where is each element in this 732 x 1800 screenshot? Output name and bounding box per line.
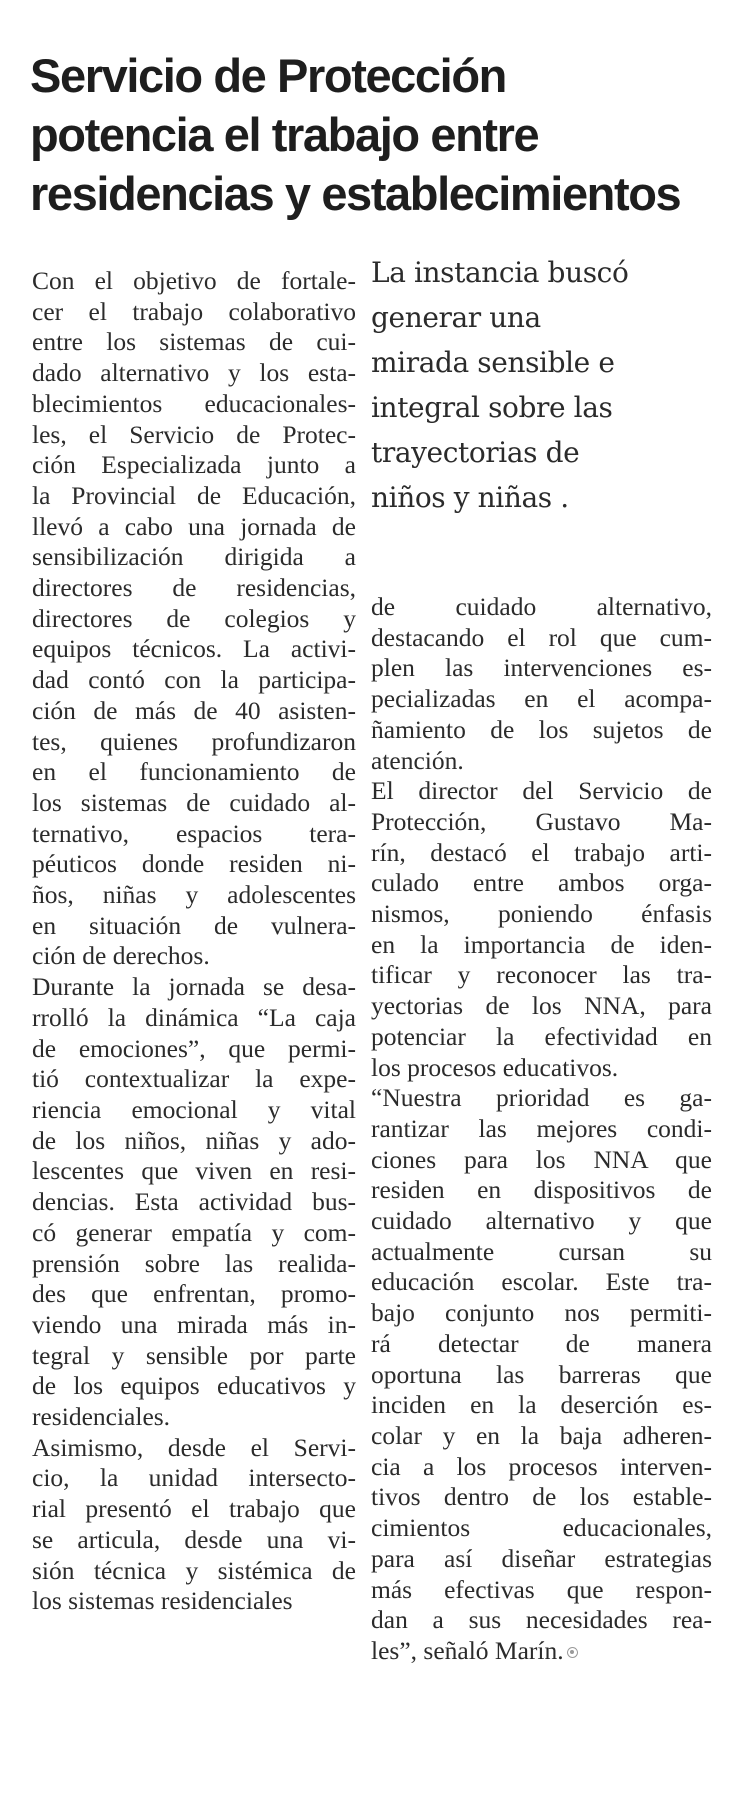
body-text-line: destacando el rol que cum- — [371, 622, 712, 652]
body-text-line: prensión sobre las realida- — [32, 1248, 356, 1278]
body-text-line: la Provincial de Educación, — [32, 480, 356, 510]
body-text-line: entre los sistemas de cui- — [32, 327, 356, 357]
body-text-line: de cuidado alternativo, — [371, 592, 712, 621]
body-text-line: blecimientos educacionales- — [32, 388, 356, 418]
body-text-line: cuidado alternativo y que — [371, 1206, 712, 1236]
body-text-line: Con el objetivo de fortale- — [32, 266, 356, 295]
body-text-line: les, el Servicio de Protec- — [32, 419, 356, 449]
body-text-line: rial presentó el trabajo que — [32, 1494, 356, 1524]
headline-line: residencias y establecimientos — [30, 167, 681, 220]
body-text-line: sensibilización dirigida a — [32, 542, 356, 572]
body-text-line: dado alternativo y los esta- — [32, 358, 356, 388]
body-text-line: en el funcionamiento de — [32, 757, 356, 787]
body-text-line: se articula, desde una vi- — [32, 1524, 356, 1554]
body-text-line: equipos técnicos. La activi- — [32, 634, 356, 664]
headline-line: potencia el trabajo entre — [30, 108, 539, 161]
body-text-line: tió contextualizar la expe- — [32, 1064, 356, 1094]
body-text-line: culado entre ambos orga- — [371, 868, 712, 898]
body-text-line: potenciar la efectividad en — [371, 1021, 712, 1051]
headline — [30, 46, 720, 223]
body-text-line: tificar y reconocer las tra- — [371, 960, 712, 990]
body-text-line: cer el trabajo colaborativo — [32, 296, 356, 326]
headline-line: Servicio de Protección — [30, 49, 506, 102]
pull-quote — [371, 250, 701, 520]
body-text-line: ción Especializada junto a — [32, 450, 356, 480]
body-text-line: bajo conjunto nos permiti- — [371, 1298, 712, 1328]
body-text-line: para así diseñar estrategias — [371, 1543, 712, 1573]
pull-quote-line: La instancia buscó — [371, 256, 629, 289]
body-text-line: pecializadas en el acompa- — [371, 684, 712, 714]
body-text-line: Durante la jornada se desa- — [32, 972, 356, 1002]
body-text-line: residenciales. — [32, 1402, 171, 1432]
body-text-line: des que enfrentan, promo- — [32, 1279, 356, 1309]
body-text-line: los sistemas de cuidado al- — [32, 787, 356, 817]
body-text-line: tegral y sensible por parte — [32, 1340, 356, 1370]
body-text-line: Asimismo, desde el Servi- — [32, 1432, 356, 1462]
pull-quote-line: niños y niñas . — [371, 481, 569, 514]
body-text-line: rrolló la dinámica “La caja — [32, 1002, 356, 1032]
end-of-article-icon — [567, 1647, 578, 1658]
body-text-line: llevó a cabo una jornada de — [32, 511, 356, 541]
body-text-line: dad contó con la participa- — [32, 665, 356, 695]
body-text-line: actualmente cursan su — [371, 1236, 712, 1266]
body-text-line: dencias. Esta actividad bus- — [32, 1187, 356, 1217]
body-text-line: riencia emocional y vital — [32, 1094, 356, 1124]
body-text-line: ñamiento de los sujetos de — [371, 714, 712, 744]
body-text-line: viendo una mirada más in- — [32, 1309, 356, 1339]
body-text-line: cio, la unidad intersecto- — [32, 1463, 356, 1493]
body-column-left — [32, 266, 356, 1617]
body-text-line: de los niños, niñas y ado- — [32, 1125, 356, 1155]
body-text-line: atención. — [371, 745, 464, 775]
body-text-line: tes, quienes profundizaron — [32, 726, 356, 756]
body-text-line: sión técnica y sistémica de — [32, 1555, 356, 1585]
body-text-line: directores de colegios y — [32, 603, 356, 633]
body-text-line: El director del Servicio de — [371, 776, 712, 806]
body-text-line: ción de derechos. — [32, 941, 210, 971]
pull-quote-line: mirada sensible e — [371, 346, 615, 379]
body-text-line: tivos dentro de los estable- — [371, 1482, 712, 1512]
body-text-line: Protección, Gustavo Ma- — [371, 806, 712, 836]
body-text-line: péuticos donde residen ni- — [32, 849, 356, 879]
pull-quote-line: integral sobre las — [371, 391, 613, 424]
body-text-line: ternativo, espacios tera- — [32, 818, 356, 848]
body-text-line: en la importancia de iden- — [371, 929, 712, 959]
body-text-line: rín, destacó el trabajo arti- — [371, 837, 712, 867]
body-text-line: colar y en la baja adheren- — [371, 1420, 712, 1450]
body-text-line: ños, niñas y adolescentes — [32, 880, 356, 910]
body-text-line: educación escolar. Este tra- — [371, 1267, 712, 1297]
body-text-line: en situación de vulnera- — [32, 910, 356, 940]
body-text-line: yectorias de los NNA, para — [371, 991, 712, 1021]
body-text-line: ciones para los NNA que — [371, 1144, 712, 1174]
body-text-line: nismos, poniendo énfasis — [371, 899, 712, 929]
body-text-line: cimientos educacionales, — [371, 1513, 712, 1543]
body-text-line: los procesos educativos. — [371, 1052, 619, 1082]
body-text-line: directores de residencias, — [32, 573, 356, 603]
body-text-line: de los equipos educativos y — [32, 1371, 356, 1401]
body-text-line: rá detectar de manera — [371, 1328, 712, 1358]
body-text-line: ción de más de 40 asisten- — [32, 695, 356, 725]
body-text-line: cia a los procesos interven- — [371, 1451, 712, 1481]
body-text-line: rantizar las mejores condi- — [371, 1113, 712, 1143]
body-text-line: les”, señaló Marín. — [371, 1636, 712, 1667]
body-text-line: inciden en la deserción es- — [371, 1390, 712, 1420]
body-text-line: lescentes que viven en resi- — [32, 1156, 356, 1186]
body-text-line: “Nuestra prioridad es ga- — [371, 1083, 712, 1113]
body-text-line: residen en dispositivos de — [371, 1175, 712, 1205]
pull-quote-line: trayectorias de — [371, 436, 580, 469]
body-text-line: plen las intervenciones es- — [371, 653, 712, 683]
body-text-line: los sistemas residenciales — [32, 1586, 293, 1616]
body-text-line: de emociones”, que permi- — [32, 1033, 356, 1063]
body-text-line: más efectivas que respon- — [371, 1574, 712, 1604]
body-text-line: oportuna las barreras que — [371, 1359, 712, 1389]
pull-quote-line: generar una — [371, 301, 541, 334]
body-text-line: dan a sus necesidades rea- — [371, 1605, 712, 1635]
body-column-right — [371, 592, 712, 1667]
body-text-line: có generar empatía y com- — [32, 1217, 356, 1247]
